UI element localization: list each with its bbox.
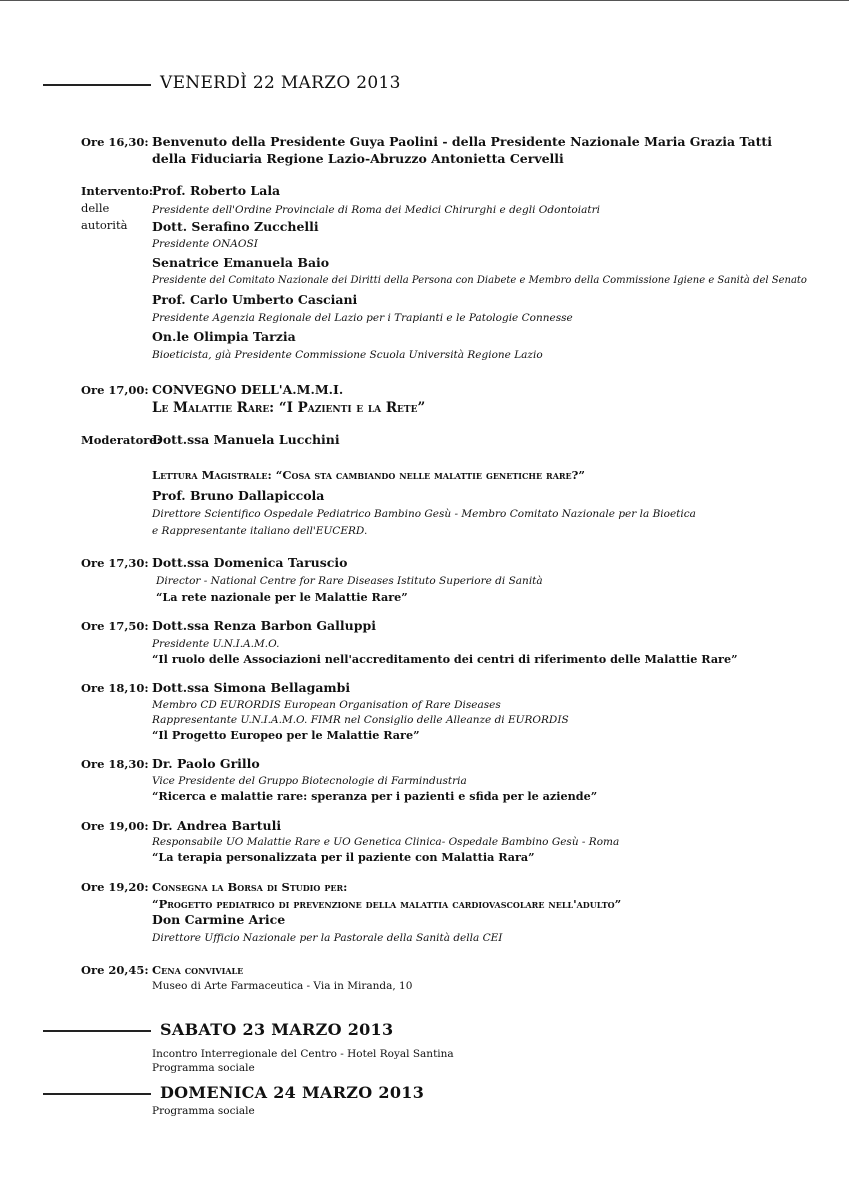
talk-title: “Ricerca e malattie rare: speranza per i pazienti e sfida per le aziende” (152, 789, 598, 803)
speaker-role: Director - National Centre for Rare Diseases Istituto Superiore di Sanità (156, 575, 543, 587)
speaker-name: Dott.ssa Domenica Taruscio (152, 555, 348, 570)
speaker-role: Presidente ONAOSI (152, 238, 258, 250)
header-rule (43, 1030, 151, 1032)
talk-title: “La terapia personalizzata per il paziente con Malattia Rara” (152, 850, 535, 864)
time-label: Ore 17,50: (81, 619, 149, 633)
time-label: Ore 18,10: (81, 681, 149, 695)
speaker-role: Bioeticista, già Presidente Commissione Scuola Università Regione Lazio (152, 349, 543, 361)
time-label: Ore 16,30: (81, 135, 149, 149)
speaker-role: Presidente del Comitato Nazionale dei Diritti della Persona con Diabete e Membro della Commissione Igiene e Sanità del Senato (152, 275, 807, 286)
speaker-role: Direttore Scientifico Ospedale Pediatrico Bambino Gesù - Membro Comitato Nazionale per la Bioetica (152, 508, 696, 520)
time-label: Ore 19,20: (81, 880, 149, 894)
moderator-name: Dott.ssa Manuela Lucchini (152, 432, 340, 447)
moderator-label: Moderatore: (81, 433, 161, 447)
talk-title: “Il Progetto Europeo per le Malattie Rare” (152, 728, 420, 742)
speaker-name: Dr. Andrea Bartuli (152, 818, 282, 833)
authorities-label-3: autorità (81, 218, 128, 232)
speaker-role: Presidente Agenzia Regionale del Lazio per i Trapianti e le Patologie Connesse (152, 312, 573, 324)
top-border (0, 0, 849, 1)
time-label: Ore 19,00: (81, 819, 149, 833)
time-label: Ore 17,00: (81, 383, 149, 397)
time-label: Ore 20,45: (81, 963, 149, 977)
speaker-role: Membro CD EURORDIS European Organisation of Rare Diseases (152, 699, 501, 711)
speaker-name: Prof. Carlo Umberto Casciani (152, 292, 358, 307)
day-title: DOMENICA 24 MARZO 2013 (160, 1083, 425, 1102)
time-label: Ore 17,30: (81, 556, 149, 570)
day-title: VENERDÌ 22 MARZO 2013 (160, 73, 401, 93)
day-title: SABATO 23 MARZO 2013 (160, 1020, 394, 1039)
speaker-role: Direttore Ufficio Nazionale per la Pastorale della Sanità della CEI (152, 932, 503, 944)
header-rule (43, 1093, 151, 1095)
authorities-label-1: Intervento: (81, 184, 154, 198)
speaker-name: Senatrice Emanuela Baio (152, 255, 330, 270)
speaker-role: e Rappresentante italiano dell'EUCERD. (152, 525, 368, 537)
domenica-line-1: Programma sociale (152, 1105, 255, 1117)
time-label: Ore 18,30: (81, 757, 149, 771)
speaker-name: On.le Olimpia Tarzia (152, 329, 296, 344)
authorities-label-2: delle (81, 201, 110, 215)
day-header-domenica (0, 1083, 849, 1107)
borsa-project: “Progetto pediatrico di prevenzione della malattia cardiovascolare nell'adulto” (152, 897, 622, 911)
speaker-name: Dott. Serafino Zucchelli (152, 219, 319, 234)
talk-title: “Il ruolo delle Associazioni nell'accreditamento dei centri di riferimento delle Malattie Rare” (152, 652, 738, 666)
sabato-line-2: Programma sociale (152, 1062, 255, 1074)
speaker-role: Rappresentante U.N.I.A.M.O. FIMR nel Consiglio delle Alleanze di EURORDIS (152, 714, 569, 726)
speaker-name: Prof. Bruno Dallapiccola (152, 488, 325, 503)
welcome-line-1: Benvenuto della Presidente Guya Paolini - della Presidente Nazionale Maria Grazia Tatti (152, 134, 772, 149)
convegno-subtitle: Le Malattie Rare: “I Pazienti e la Rete” (152, 400, 426, 416)
speaker-name: Prof. Roberto Lala (152, 183, 281, 198)
borsa-title: Consegna la Borsa di Studio per: (152, 880, 348, 894)
welcome-line-2: della Fiduciaria Regione Lazio-Abruzzo Antonietta Cervelli (152, 151, 564, 166)
talk-title: “La rete nazionale per le Malattie Rare” (156, 590, 408, 604)
day-header-sabato (0, 1020, 849, 1044)
speaker-name: Dr. Paolo Grillo (152, 756, 260, 771)
speaker-role: Responsabile UO Malattie Rare e UO Genetica Clinica- Ospedale Bambino Gesù - Roma (152, 836, 620, 848)
cena-title: Cena conviviale (152, 963, 244, 977)
speaker-role: Vice Presidente del Gruppo Biotecnologie di Farmindustria (152, 775, 467, 787)
day-header-venerdi (0, 73, 849, 97)
speaker-name: Dott.ssa Renza Barbon Galluppi (152, 618, 376, 633)
header-rule (43, 84, 151, 86)
speaker-name: Don Carmine Arice (152, 912, 286, 927)
speaker-role: Presidente U.N.I.A.M.O. (152, 638, 280, 650)
convegno-title: CONVEGNO DELL'A.M.M.I. (152, 382, 344, 397)
speaker-name: Dott.ssa Simona Bellagambi (152, 680, 351, 695)
lettura-title: Lettura Magistrale: “Cosa sta cambiando nelle malattie genetiche rare?” (152, 468, 585, 482)
speaker-role: Presidente dell'Ordine Provinciale di Roma dei Medici Chirurghi e degli Odontoiatri (152, 204, 600, 216)
cena-location: Museo di Arte Farmaceutica - Via in Miranda, 10 (152, 980, 413, 992)
sabato-line-1: Incontro Interregionale del Centro - Hotel Royal Santina (152, 1048, 454, 1060)
